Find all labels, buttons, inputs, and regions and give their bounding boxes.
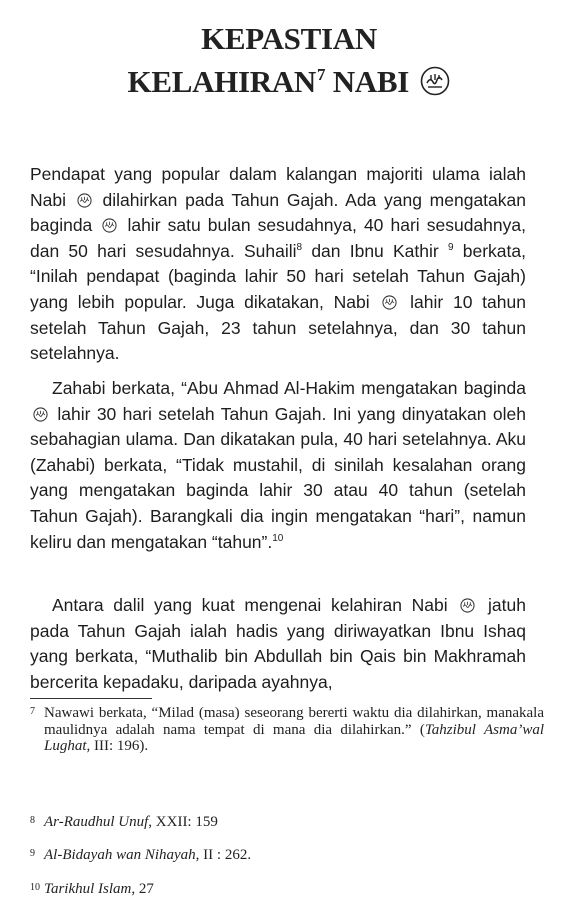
paragraph-text: lahir satu bulan sesudahnya, 40 hari sesudahnya, dan 50 hari sesudahnya. Suhaili: [30, 215, 526, 261]
chapter-title-line-2: [0, 58, 578, 99]
paragraph-3: [30, 593, 526, 695]
salawat-calligraphy-icon: [420, 66, 450, 96]
footnote-10: [30, 881, 544, 897]
footnote-number: 10: [30, 880, 40, 897]
footnote-reference: Tahzibul Asma’wal Lughat: [44, 722, 544, 755]
paragraph-text: Antara dalil yang kuat mengenai kelahiran Nabi: [52, 595, 448, 615]
salawat-calligraphy-icon: [33, 407, 48, 422]
paragraph-1: [30, 162, 526, 367]
footnote-7: [30, 705, 544, 755]
footnote-marker: 8: [297, 242, 303, 253]
footnote-reference: Al-Bidayah wan Nihayah: [44, 847, 196, 863]
footnote-marker: 7: [317, 65, 325, 84]
paragraph-text: berkata, “Inilah pendapat (baginda lahir 50 hari setelah Tahun Gajah) yang lebih popular. Juga dikatakan, Nabi: [30, 241, 526, 312]
paragraph-text: Pendapat yang popular dalam kalangan majoriti ulama ialah Nabi: [30, 164, 526, 210]
footnote-reference: Ar-Raudhul Unuf: [44, 814, 148, 830]
footnote-number: 7: [30, 704, 35, 721]
paragraph-text: dilahirkan pada Tahun Gajah. Ada yang mengatakan baginda: [30, 190, 526, 236]
salawat-calligraphy-icon: [102, 218, 117, 233]
footnote-reference: Tarikhul Islam: [44, 881, 131, 897]
chapter-title-line-1: [0, 22, 578, 56]
footnote-number: 9: [30, 846, 35, 863]
footnote-9: [30, 847, 544, 864]
footnote-text: , III: 196).: [87, 738, 149, 754]
footnote-text: , 27: [131, 881, 154, 897]
salawat-calligraphy-icon: [460, 598, 475, 613]
footnote-text: , XXII: 159: [148, 814, 218, 830]
footnote-text: , II : 262.: [196, 847, 251, 863]
salawat-calligraphy-icon: [382, 295, 397, 310]
paragraph-text: dan Ibnu Kathir: [311, 241, 438, 261]
paragraph-text: lahir 30 hari setelah Tahun Gajah. Ini yang dinyatakan oleh sebahagian ulama. Dan dikatakan pula, 40 hari setelahnya. Aku (Zahabi) berkata, “Tidak mustahil, di sinilah kesalahan orang yang mengatakan baginda lahir 30 atau 40 tahun (setelah Tahun Gajah). Barangkali dia ingin mengatakan “hari”, namun keliru dan mengatakan “tahun”.: [30, 404, 526, 552]
footnote-marker: 10: [272, 533, 283, 544]
chapter-title-word: KEPASTIAN: [201, 21, 377, 56]
paragraph-text: Zahabi berkata, “Abu Ahmad Al-Hakim mengatakan baginda: [52, 378, 526, 398]
paragraph-text: jatuh pada Tahun Gajah ialah hadis yang diriwayatkan Ibnu Ishaq yang berkata, “Muthalib bin Abdullah bin Qais bin Makhramah bercerita kepadaku, daripada ayahnya,: [30, 595, 526, 692]
paragraph-text: lahir 10 tahun setelah Tahun Gajah, 23 tahun setelahnya, dan 30 tahun setelahnya.: [30, 292, 526, 363]
paragraph-2: [30, 376, 526, 555]
footnote-number: 8: [30, 813, 35, 830]
footnote-text: Nawawi berkata, “Milad (masa) seseorang bererti waktu dia dilahirkan, manakala maulidnya adalah nama tempat di mana dia dilahirkan.” (: [44, 705, 544, 738]
footnote-divider: [30, 698, 152, 699]
chapter-title-word: KELAHIRAN: [128, 64, 317, 99]
chapter-title-word: NABI: [333, 64, 409, 99]
footnote-marker: 9: [448, 242, 454, 253]
footnote-8: [30, 814, 544, 831]
salawat-calligraphy-icon: [77, 193, 92, 208]
